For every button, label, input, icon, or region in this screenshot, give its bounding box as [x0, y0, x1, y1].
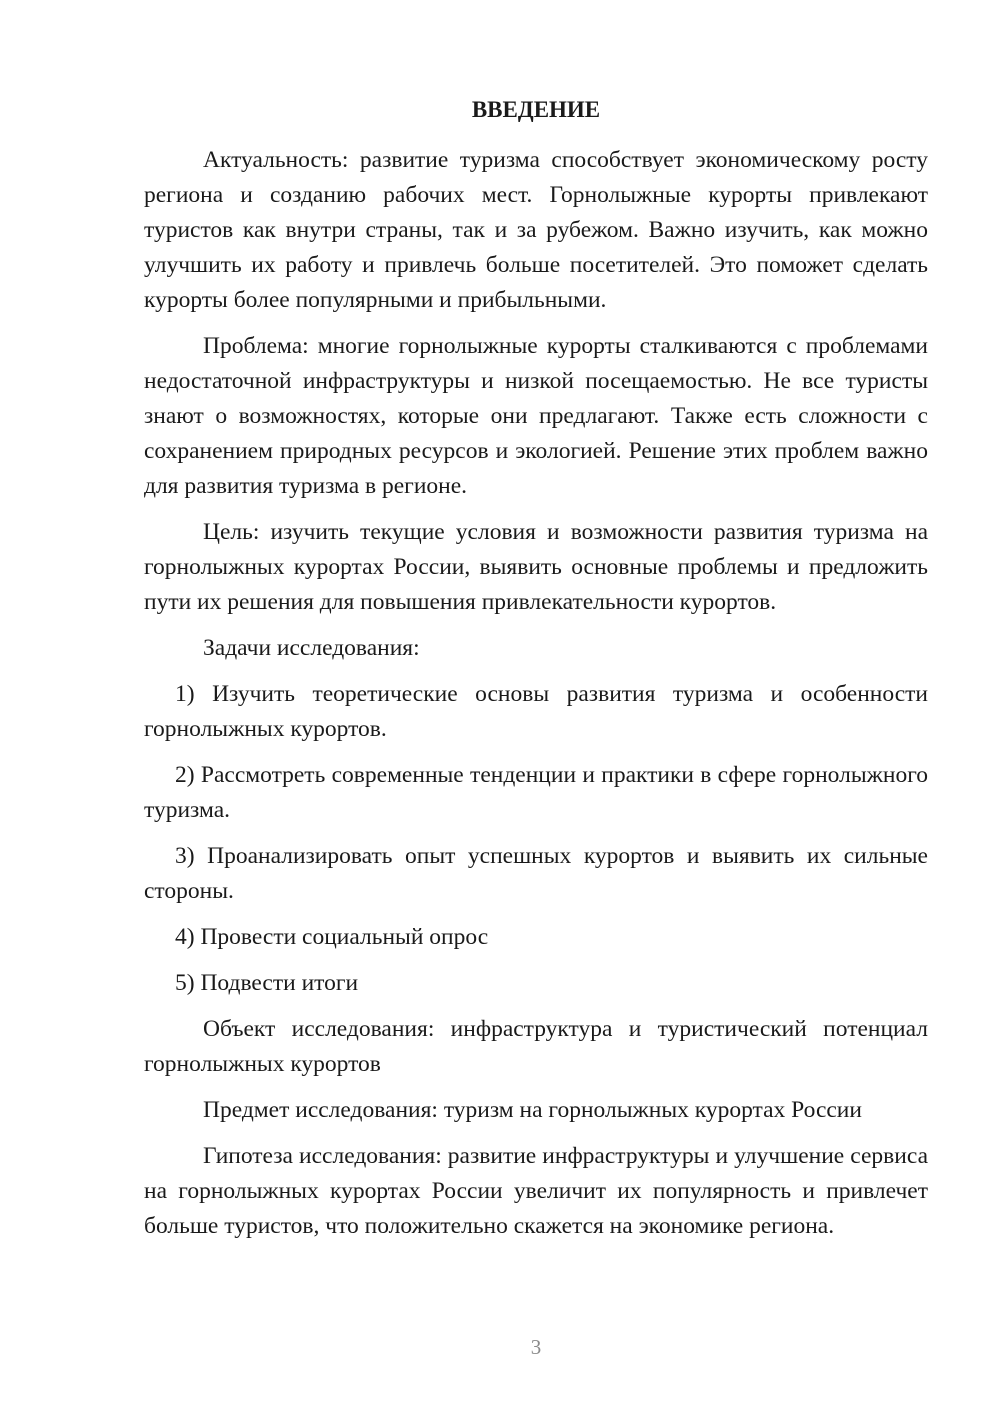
task-item-3: 3) Проанализировать опыт успешных курортов и выявить их сильные стороны.	[144, 843, 928, 904]
page-body	[144, 92, 928, 1255]
task-item-2: 2) Рассмотреть современные тенденции и практики в сфере горнолыжного туризма.	[144, 762, 928, 823]
tasks-heading: Задачи исследования:	[203, 635, 420, 661]
task-item-4: 4) Провести социальный опрос	[175, 924, 489, 950]
page-title: ВВЕДЕНИЕ	[471, 97, 601, 122]
paragraph-relevance: Актуальность: развитие туризма способствует экономическому росту региона и созданию рабочих мест. Горнолыжные курорты привлекают туристов как внутри страны, так и за рубежом. Важно изучить, как можно улучшить их работу и привлечь больше посетителей. Это поможет сделать курорты более популярными и прибыльными.	[144, 147, 928, 313]
paragraph-hypothesis: Гипотеза исследования: развитие инфраструктуры и улучшение сервиса на горнолыжных курортах России увеличит их популярность и привлечет больше туристов, что положительно скажется на экономике региона.	[144, 1143, 928, 1239]
paragraph-problem: Проблема: многие горнолыжные курорты сталкиваются с проблемами недостаточной инфраструктуры и низкой посещаемостью. Не все туристы знают о возможностях, которые они предлагают. Также есть сложности с сохранением природных ресурсов и экологией. Решение этих проблем важно для развития туризма в регионе.	[144, 333, 928, 499]
page-number: 3	[530, 1335, 542, 1359]
paragraph-subject: Предмет исследования: туризм на горнолыжных курортах России	[203, 1097, 862, 1123]
task-item-5: 5) Подвести итоги	[175, 970, 359, 996]
task-item-1: 1) Изучить теоретические основы развития туризма и особенности горнолыжных курортов.	[144, 681, 928, 742]
paragraph-goal: Цель: изучить текущие условия и возможности развития туризма на горнолыжных курортах России, выявить основные проблемы и предложить пути их решения для повышения привлекательности курортов.	[144, 519, 928, 615]
paragraph-object: Объект исследования: инфраструктура и туристический потенциал горнолыжных курортов	[144, 1016, 928, 1077]
